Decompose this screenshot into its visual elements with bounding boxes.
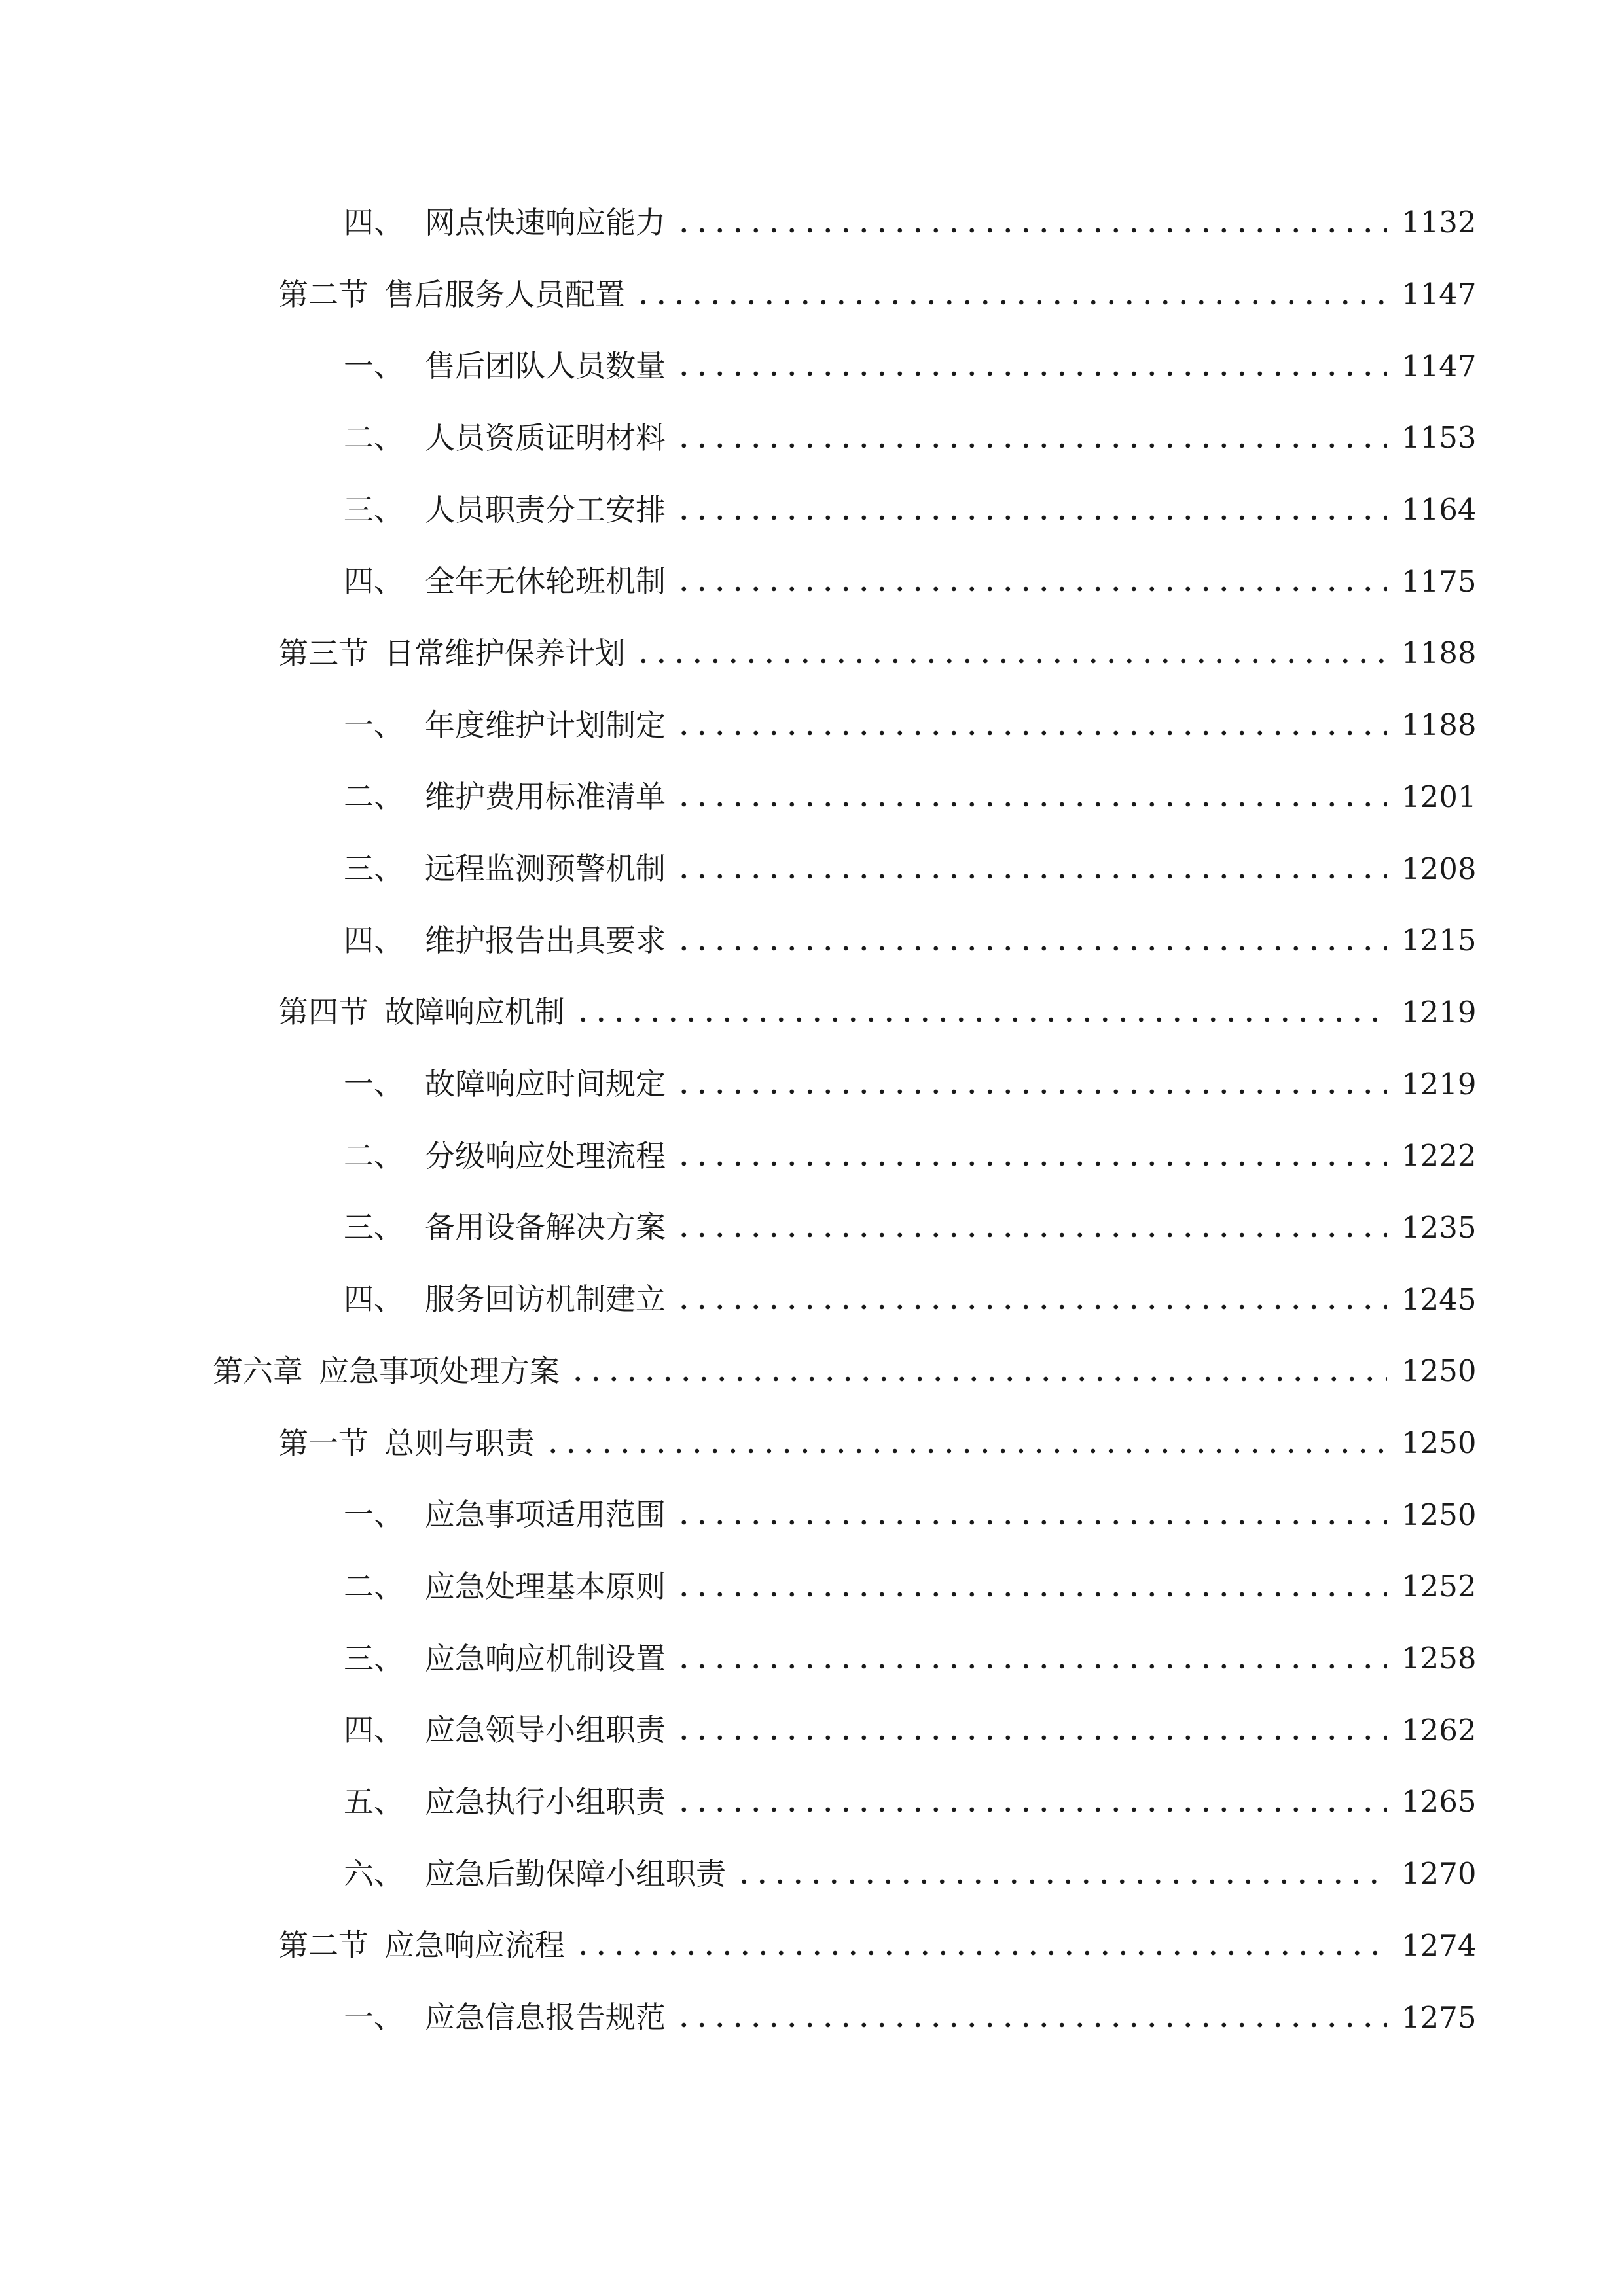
toc-entry-label: [344, 707, 666, 743]
toc-entry[interactable]: [0, 330, 1624, 402]
toc-entry-title: 故障响应机制: [384, 994, 565, 1030]
toc-entry-number: 第一节: [278, 1425, 369, 1461]
toc-entry-title: 应急响应机制设置: [425, 1640, 666, 1676]
toc-entry-label: [278, 1425, 535, 1461]
toc-entry-title: 应急处理基本原则: [425, 1568, 666, 1604]
dot-leader: [675, 1507, 1387, 1537]
toc-entry-number: 一、: [344, 1066, 404, 1102]
toc-entry-label: [344, 1066, 666, 1102]
toc-entry-label: [278, 1928, 565, 1964]
dot-leader: [675, 215, 1387, 245]
toc-entry[interactable]: [0, 1766, 1624, 1838]
toc-entry-page-number: 1164: [1401, 492, 1477, 528]
toc-entry[interactable]: [0, 1479, 1624, 1551]
dot-leader: [675, 1220, 1387, 1250]
toc-entry-label: [344, 2000, 666, 2036]
dot-leader: [675, 1651, 1387, 1681]
toc-entry-label: [344, 492, 666, 528]
dot-leader: [675, 1795, 1387, 1825]
toc-entry-page-number: 1252: [1401, 1569, 1477, 1604]
toc-entry-label: [344, 922, 666, 958]
toc-entry-title: 维护费用标准清单: [425, 779, 666, 815]
toc-entry[interactable]: [0, 761, 1624, 833]
dot-leader: [675, 861, 1387, 891]
toc-entry-label: [344, 1282, 666, 1318]
toc-entry-title: 总则与职责: [384, 1425, 535, 1461]
toc-entry-number: 二、: [344, 420, 404, 456]
toc-entry-title: 应急事项适用范围: [425, 1497, 666, 1533]
dot-leader: [675, 1292, 1387, 1322]
toc-entry-page-number: 1250: [1401, 1497, 1477, 1532]
toc-entry-title: 维护报告出具要求: [425, 922, 666, 958]
toc-entry-page-number: 1147: [1401, 277, 1477, 312]
toc-entry[interactable]: [0, 1335, 1624, 1407]
toc-entry[interactable]: [0, 1048, 1624, 1120]
toc-entry-number: 四、: [344, 922, 404, 958]
toc-entry-number: 一、: [344, 1497, 404, 1533]
toc-entry[interactable]: [0, 402, 1624, 474]
toc-entry-title: 售后团队人员数量: [425, 348, 666, 384]
toc-entry-page-number: 1219: [1401, 1066, 1477, 1102]
toc-entry-title: 远程监测预警机制: [425, 851, 666, 887]
toc-entry-page-number: 1219: [1401, 994, 1477, 1030]
dot-leader: [574, 1938, 1387, 1968]
dot-leader: [569, 1364, 1387, 1394]
toc-entry-number: 一、: [344, 348, 404, 384]
toc-entry-number: 第二节: [278, 1928, 369, 1964]
toc-entry-title: 应急执行小组职责: [425, 1784, 666, 1820]
dot-leader: [675, 431, 1387, 461]
toc-entry-title: 人员资质证明材料: [425, 420, 666, 456]
toc-entry-title: 应急后勤保障小组职责: [425, 1856, 726, 1892]
toc-entry-title: 分级响应处理流程: [425, 1138, 666, 1174]
toc-entry-title: 应急响应流程: [384, 1928, 565, 1964]
toc-entry-number: 第四节: [278, 994, 369, 1030]
dot-leader: [675, 1149, 1387, 1179]
toc-entry-title: 应急信息报告规范: [425, 2000, 666, 2036]
toc-entry-label: [344, 851, 666, 887]
toc-entry-number: 第六章: [213, 1353, 303, 1389]
toc-entry-page-number: 1147: [1401, 348, 1477, 384]
toc-entry-label: [344, 1497, 666, 1533]
dot-leader: [675, 933, 1387, 963]
toc-entry-title: 人员职责分工安排: [425, 492, 666, 528]
toc-entry-number: 二、: [344, 1568, 404, 1604]
toc-entry-number: 三、: [344, 1210, 404, 1246]
toc-entry-label: [344, 420, 666, 456]
toc-entry[interactable]: [0, 545, 1624, 617]
dot-leader: [675, 503, 1387, 533]
toc-entry-number: 四、: [344, 1712, 404, 1748]
toc-entry-label: [344, 1784, 666, 1820]
toc-entry-title: 售后服务人员配置: [384, 276, 625, 312]
dot-leader: [544, 1436, 1387, 1466]
toc-entry-label: [344, 1568, 666, 1604]
toc-entry-number: 三、: [344, 1640, 404, 1676]
toc-entry-page-number: 1188: [1401, 636, 1477, 671]
toc-entry[interactable]: [0, 689, 1624, 761]
toc-entry-page-number: 1132: [1401, 205, 1477, 240]
dot-leader: [675, 574, 1387, 604]
dot-leader: [735, 1867, 1387, 1897]
toc-entry-label: [213, 1353, 560, 1389]
dot-leader: [574, 1005, 1387, 1035]
dot-leader: [675, 2010, 1387, 2040]
toc-entry-page-number: 1274: [1401, 1928, 1477, 1963]
toc-entry[interactable]: [0, 474, 1624, 546]
toc-entry-page-number: 1262: [1401, 1712, 1477, 1748]
toc-entry-label: [344, 204, 666, 240]
toc-entry[interactable]: [0, 1623, 1624, 1695]
toc-entry-page-number: 1222: [1401, 1138, 1477, 1174]
toc-entry-label: [278, 276, 625, 312]
toc-entry[interactable]: [0, 1407, 1624, 1479]
toc-entry-label: [344, 348, 666, 384]
toc-entry[interactable]: [0, 905, 1624, 977]
toc-entry[interactable]: [0, 259, 1624, 331]
dot-leader: [675, 789, 1387, 819]
dot-leader: [634, 646, 1387, 676]
toc-entry-number: 四、: [344, 1282, 404, 1318]
toc-entry-label: [344, 1210, 666, 1246]
toc-entry-number: 六、: [344, 1856, 404, 1892]
toc-entry-title: 故障响应时间规定: [425, 1066, 666, 1102]
dot-leader: [675, 1723, 1387, 1753]
toc-entry[interactable]: [0, 1551, 1624, 1623]
toc-entry-label: [344, 1712, 666, 1748]
toc-entry-title: 年度维护计划制定: [425, 707, 666, 743]
toc-entry-title: 网点快速响应能力: [425, 204, 666, 240]
toc-entry-title: 全年无休轮班机制: [425, 564, 666, 600]
toc-entry-label: [344, 1138, 666, 1174]
toc-entry[interactable]: [0, 1263, 1624, 1335]
toc-entry-page-number: 1275: [1401, 2000, 1477, 2035]
toc-entry[interactable]: [0, 1120, 1624, 1192]
dot-leader: [675, 359, 1387, 389]
toc-entry-number: 第二节: [278, 276, 369, 312]
toc-entry-page-number: 1265: [1401, 1784, 1477, 1820]
toc-entry-page-number: 1250: [1401, 1354, 1477, 1389]
toc-entry[interactable]: [0, 1981, 1624, 2053]
toc-entry[interactable]: [0, 1910, 1624, 1982]
toc-entry-page-number: 1215: [1401, 923, 1477, 958]
toc-entry-title: 服务回访机制建立: [425, 1282, 666, 1318]
toc-entry-page-number: 1188: [1401, 708, 1477, 743]
toc-entry[interactable]: [0, 833, 1624, 905]
toc-entry-page-number: 1235: [1401, 1210, 1477, 1245]
toc-entry-page-number: 1175: [1401, 564, 1477, 599]
toc-entry[interactable]: [0, 1192, 1624, 1264]
toc-entry-title: 应急领导小组职责: [425, 1712, 666, 1748]
toc-entry-number: 一、: [344, 2000, 404, 2036]
table-of-contents: [0, 187, 1624, 2053]
toc-entry-label: [344, 564, 666, 600]
toc-entry[interactable]: [0, 1838, 1624, 1910]
toc-entry[interactable]: [0, 1694, 1624, 1766]
toc-entry-title: 备用设备解决方案: [425, 1210, 666, 1246]
toc-entry-label: [278, 994, 565, 1030]
toc-entry-page-number: 1245: [1401, 1282, 1477, 1317]
toc-entry-number: 五、: [344, 1784, 404, 1820]
toc-entry-title: 日常维护保养计划: [384, 635, 625, 671]
toc-entry[interactable]: [0, 187, 1624, 259]
toc-entry-number: 一、: [344, 707, 404, 743]
dot-leader: [675, 718, 1387, 748]
toc-entry[interactable]: [0, 977, 1624, 1049]
toc-entry-page-number: 1201: [1401, 779, 1477, 814]
toc-entry-page-number: 1270: [1401, 1856, 1477, 1892]
toc-entry-number: 三、: [344, 851, 404, 887]
toc-entry-page-number: 1258: [1401, 1641, 1477, 1676]
toc-entry-number: 三、: [344, 492, 404, 528]
toc-entry-label: [278, 635, 625, 671]
toc-entry-page-number: 1153: [1401, 420, 1477, 456]
dot-leader: [675, 1077, 1387, 1107]
toc-entry[interactable]: [0, 617, 1624, 689]
toc-entry-page-number: 1250: [1401, 1426, 1477, 1461]
toc-entry-number: 二、: [344, 1138, 404, 1174]
toc-entry-number: 第三节: [278, 635, 369, 671]
dot-leader: [675, 1579, 1387, 1609]
toc-entry-number: 四、: [344, 564, 404, 600]
toc-entry-label: [344, 1640, 666, 1676]
toc-entry-title: 应急事项处理方案: [319, 1353, 560, 1389]
dot-leader: [634, 287, 1387, 317]
toc-entry-label: [344, 1856, 726, 1892]
toc-entry-number: 二、: [344, 779, 404, 815]
toc-entry-number: 四、: [344, 204, 404, 240]
toc-entry-page-number: 1208: [1401, 851, 1477, 886]
toc-entry-label: [344, 779, 666, 815]
